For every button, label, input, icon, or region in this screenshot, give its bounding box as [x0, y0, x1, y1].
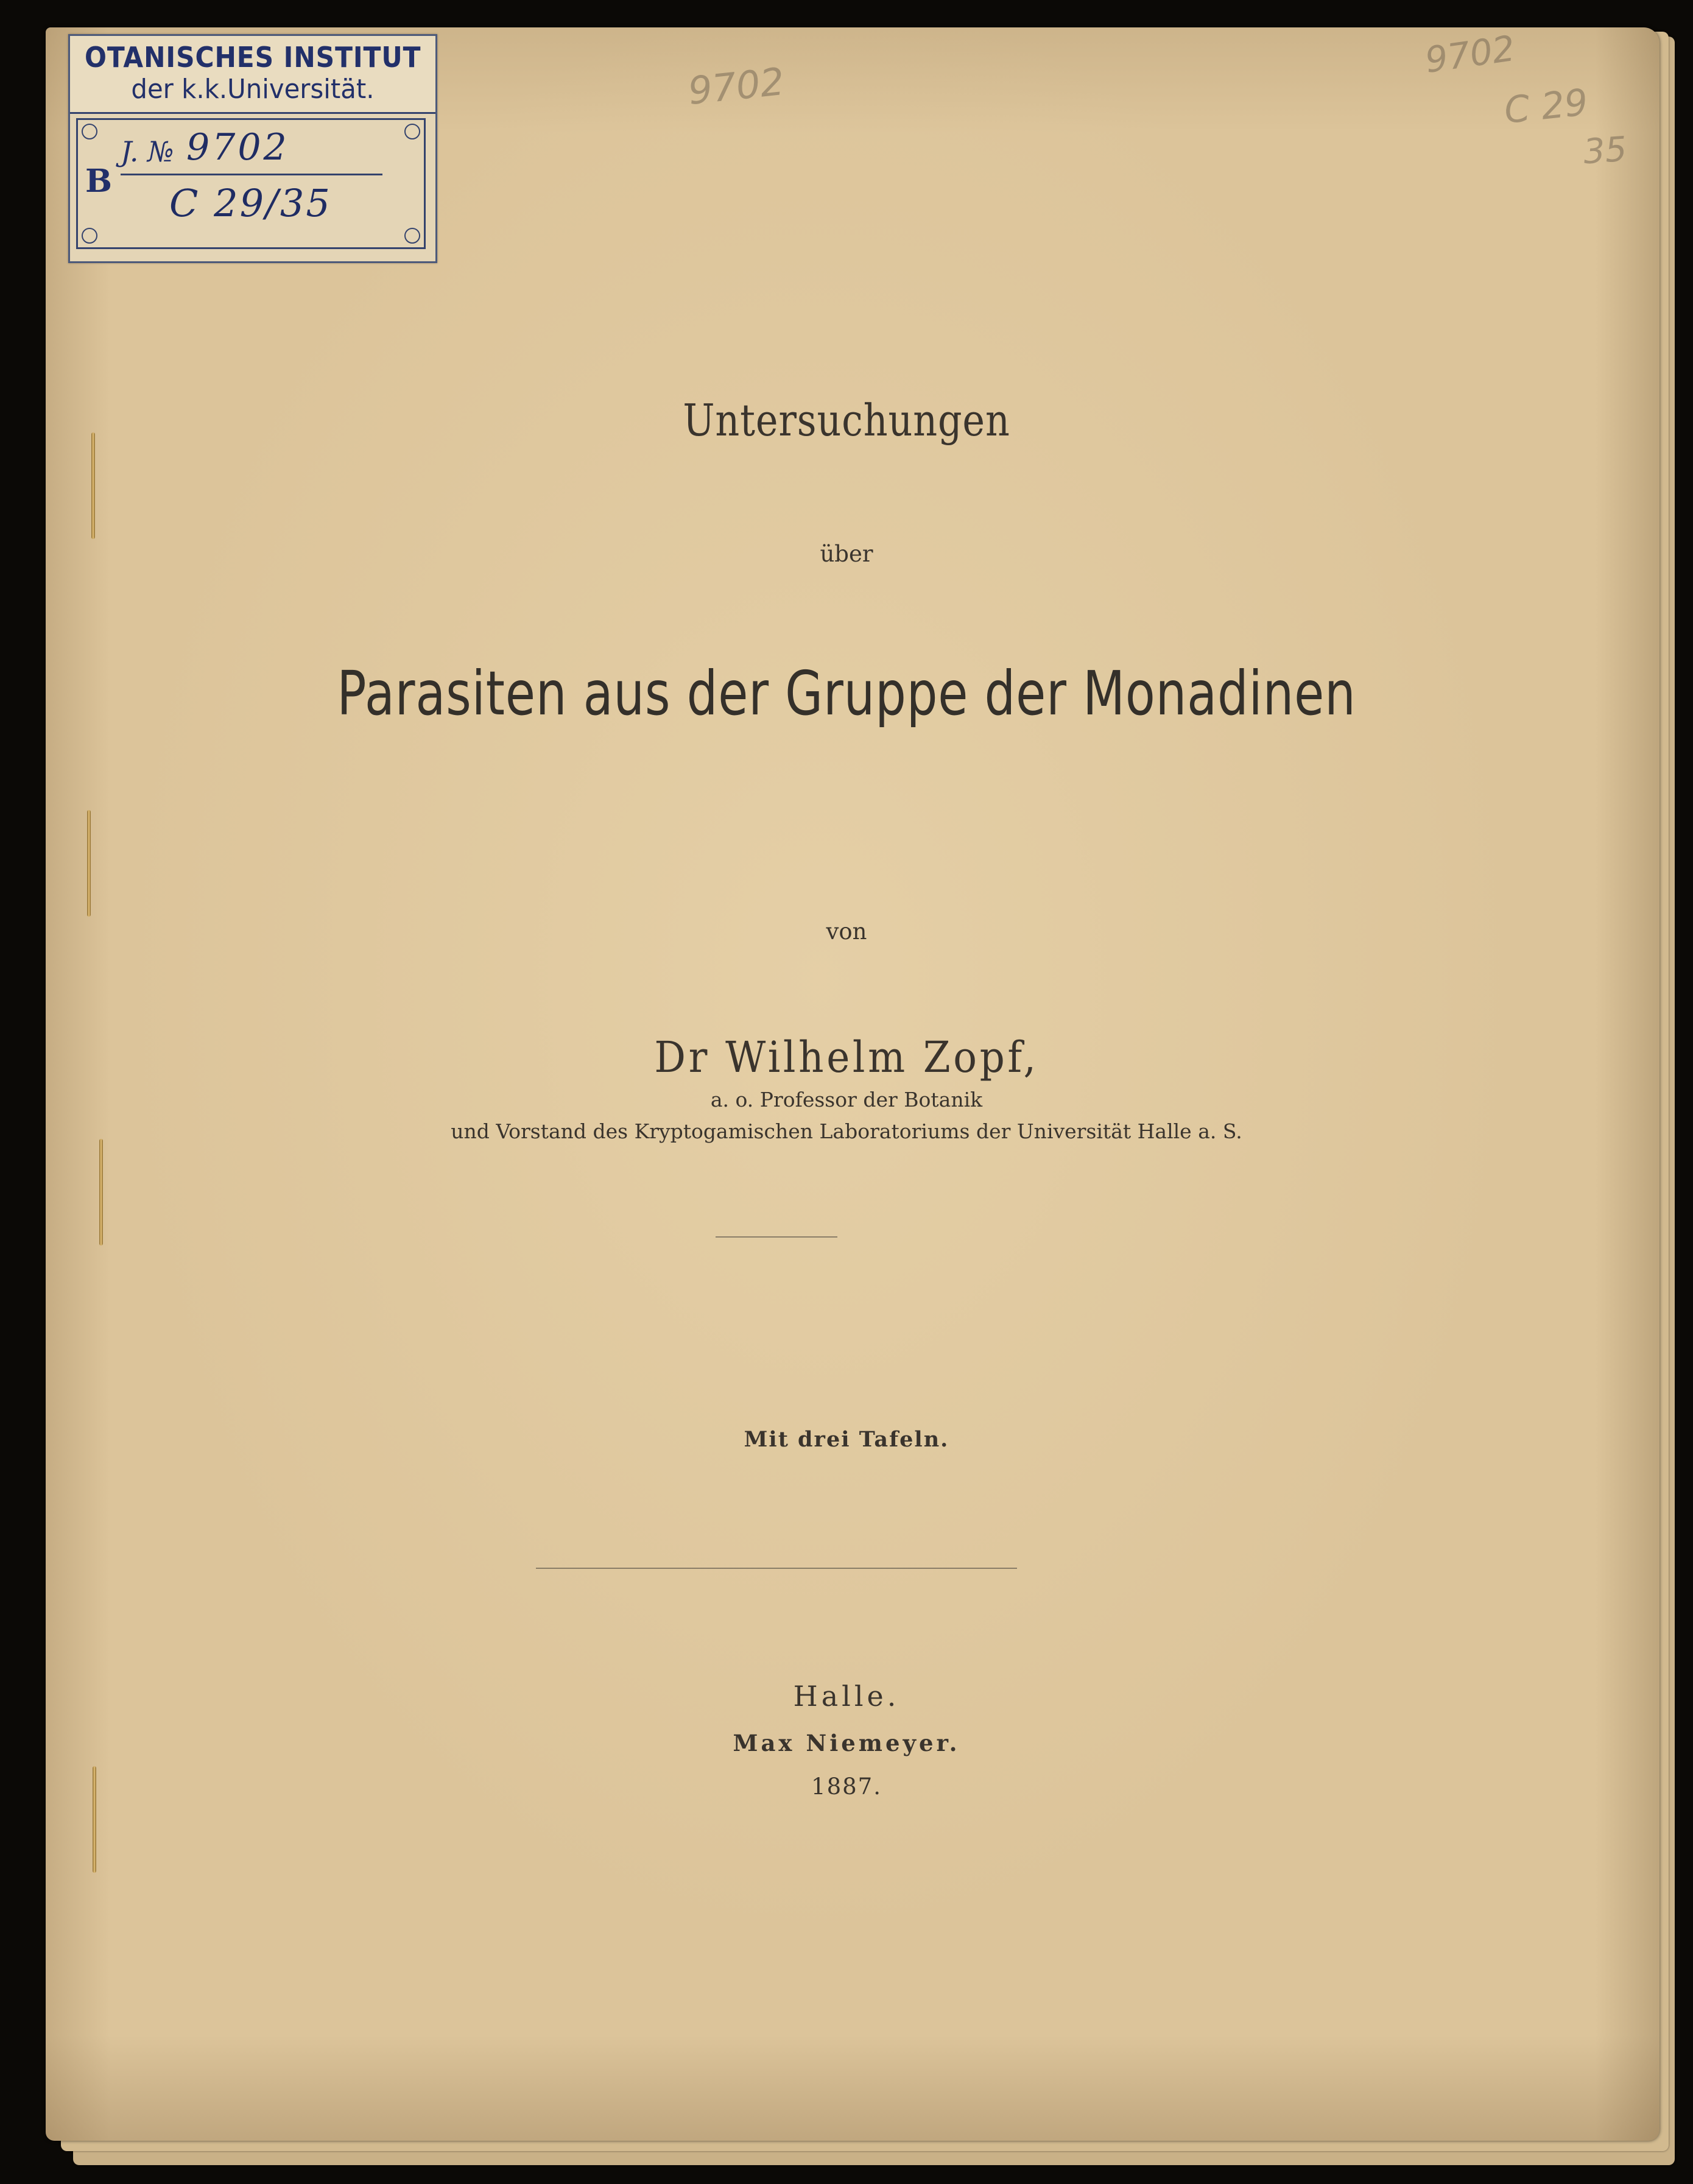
publication-year: 1887. [811, 1774, 882, 1800]
pencil-annotation: 35 [1582, 129, 1628, 172]
stamp-frame [76, 118, 426, 249]
stamp-handwritten-number: 9702 [186, 126, 289, 169]
staple [87, 810, 91, 917]
ornament-icon [404, 124, 420, 139]
stamp-university-name: der k.k.Universität. [131, 74, 375, 105]
plates-note: Mit drei Tafeln. [744, 1427, 949, 1452]
author-position-1: a. o. Professor der Botanik [710, 1088, 983, 1111]
stamp-header [70, 36, 435, 114]
stamp-handwritten-shelfmark: C 29/35 [169, 181, 332, 225]
title-line-2: über [820, 541, 873, 567]
pencil-annotation: 9702 [686, 58, 787, 114]
divider-rule [716, 1236, 837, 1238]
author-position-2: und Vorstand des Kryptogamischen Laboratoriums der Universität Halle a. S. [451, 1119, 1242, 1143]
by-label: von [826, 918, 867, 945]
stamp-institute-name: OTANISCHES INSTITUT [85, 41, 421, 74]
stamp-class-letter: B [85, 163, 112, 200]
library-stamp [68, 34, 437, 263]
main-title: Parasiten aus der Gruppe der Monadinen [337, 658, 1356, 729]
staple [99, 1139, 103, 1245]
ornament-icon [404, 228, 420, 244]
publisher-name: Max Niemeyer. [733, 1730, 960, 1756]
pencil-annotation: 9702 [1422, 27, 1518, 81]
divider-rule [536, 1568, 1017, 1569]
stamp-rule [121, 174, 382, 175]
ornament-icon [82, 124, 97, 139]
ornament-icon [82, 228, 97, 244]
staple [91, 432, 95, 539]
pencil-annotation: C 29 [1502, 81, 1590, 132]
cover-page [46, 27, 1660, 2141]
title-line-1: Untersuchungen [683, 395, 1010, 446]
author-name: Dr Wilhelm Zopf, [654, 1032, 1039, 1082]
stamp-number-label: J. № [121, 135, 174, 168]
publisher-city: Halle. [793, 1680, 900, 1713]
